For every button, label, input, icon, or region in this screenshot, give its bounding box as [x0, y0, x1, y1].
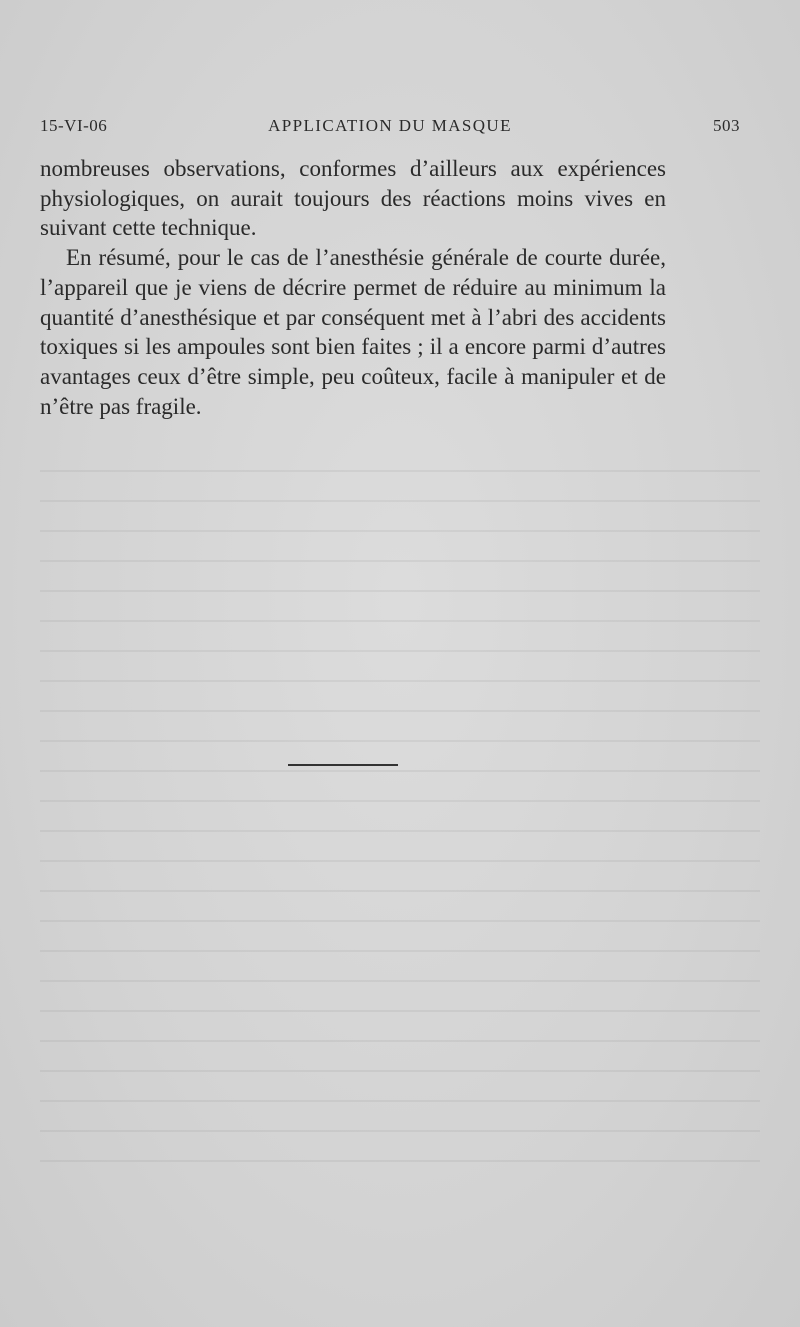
- paragraph-2: En résumé, pour le cas de l’anesthésie générale de courte durée, l’appareil que je viens de décrire permet de réduire au minimum la quantité d’anesthésique et par conséquent met à l’abri des accidents toxiques si les ampoules sont bien faites ; il a encore parmi d’autres avantages ceux d’être simple, peu coûteux, facile à manipuler et de n’être pas fragile.: [40, 245, 666, 419]
- paragraph-1: nombreuses observations, conformes d’ailleurs aux expériences physiologiques, on aurait toujours des réactions moins vives en suivant cette technique.: [40, 156, 666, 241]
- section-divider: [288, 764, 398, 766]
- running-title: APPLICATION DU MASQUE: [268, 116, 512, 135]
- page-number: 503: [713, 116, 740, 135]
- body-text: [40, 154, 666, 421]
- header-date: 15-VI-06: [40, 116, 108, 135]
- bleed-through-texture: [40, 470, 760, 1190]
- page-header: [40, 116, 740, 140]
